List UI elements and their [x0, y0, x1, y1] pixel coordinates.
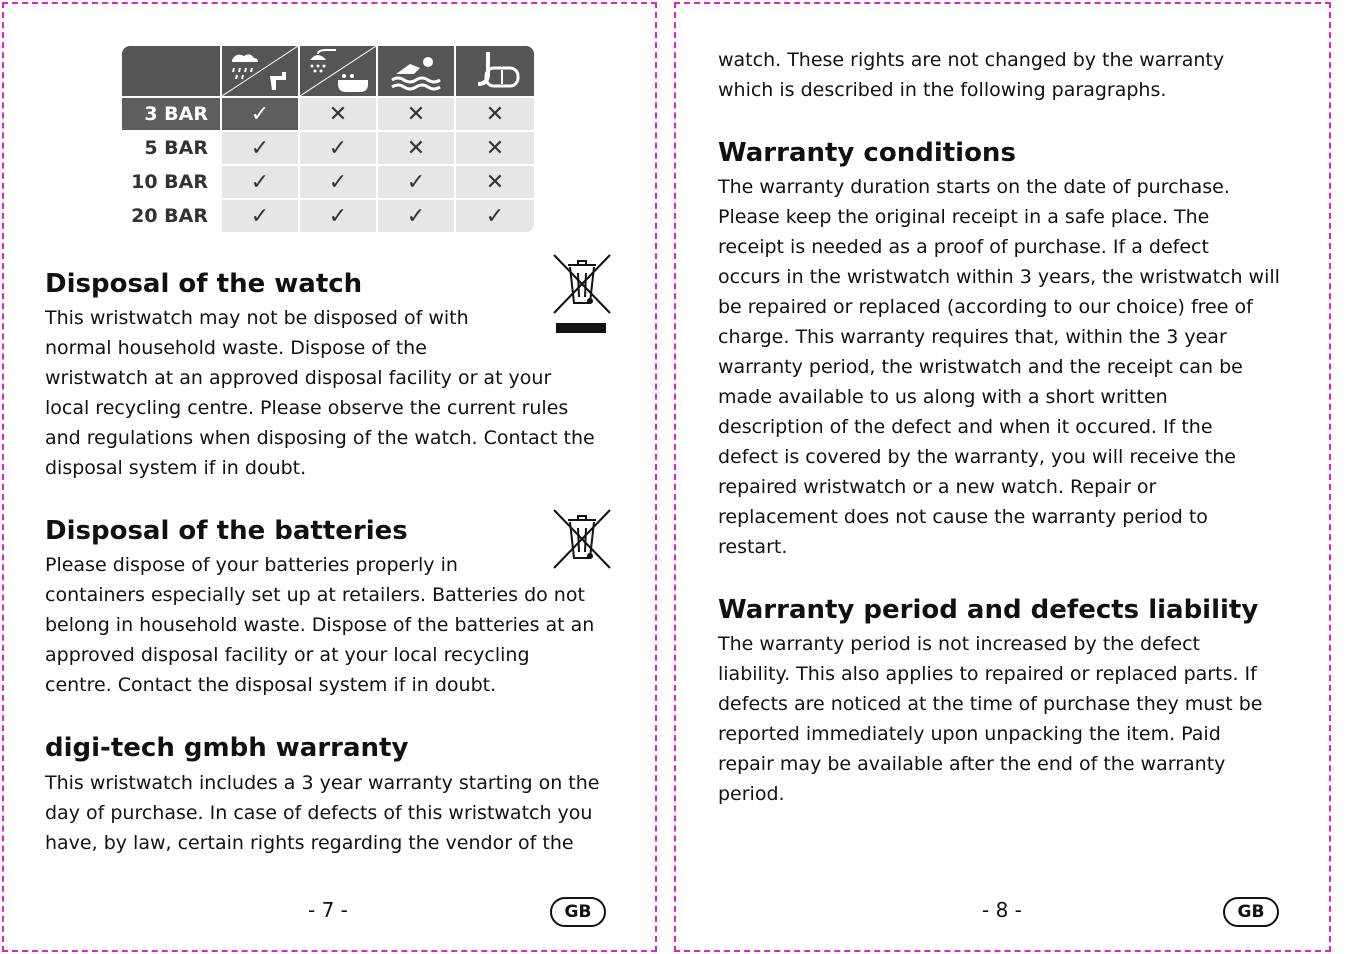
table-row-label: 10 BAR	[131, 171, 208, 193]
text-line: repaired wristwatch or a new watch. Repair or	[718, 476, 1157, 498]
text-line: warranty period, the wristwatch and the receipt can be	[718, 356, 1243, 378]
country-badge: GB	[1223, 897, 1279, 927]
check-icon: ✓	[378, 166, 454, 198]
table-corner-cell	[122, 46, 220, 96]
text-line: Please keep the original receipt in a safe place. The	[718, 206, 1210, 228]
check-icon: ✓	[456, 200, 534, 232]
text-line: and regulations when disposing of the watch. Contact the	[45, 427, 595, 449]
text-line: wristwatch at an approved disposal facility or at your	[45, 367, 552, 389]
heading-warranty-period: Warranty period and defects liability	[718, 595, 1259, 625]
rain-wash-icon	[222, 46, 298, 96]
text-line: made available to us along with a short written	[718, 386, 1168, 408]
text-line: replacement does not cause the warranty period to	[718, 506, 1208, 528]
check-icon: ✓	[378, 200, 454, 232]
cross-icon: ✕	[378, 132, 454, 164]
table-row-label: 20 BAR	[131, 205, 208, 227]
check-icon: ✓	[300, 166, 376, 198]
warranty-continued-text	[718, 45, 1224, 105]
cross-icon: ✕	[300, 98, 376, 130]
text-line: charge. This warranty requires that, within the 3 year	[718, 326, 1227, 348]
digitech-warranty-text	[45, 768, 599, 858]
warranty-conditions-text	[718, 172, 1280, 562]
text-line: watch. These rights are not changed by the warranty	[718, 49, 1225, 71]
shower-bath-icon	[300, 46, 376, 96]
country-badge: GB	[550, 897, 606, 927]
text-line: The warranty duration starts on the date of purchase.	[718, 176, 1230, 198]
text-line: centre. Contact the disposal system if in doubt.	[45, 674, 497, 696]
text-line: The warranty period is not increased by the defect	[718, 633, 1200, 655]
heading-digitech-warranty: digi-tech gmbh warranty	[45, 733, 409, 763]
text-line: restart.	[718, 536, 788, 558]
text-line: belong in household waste. Dispose of the batteries at an	[45, 614, 595, 636]
check-icon: ✓	[222, 98, 298, 130]
cross-icon: ✕	[456, 132, 534, 164]
check-icon: ✓	[300, 200, 376, 232]
heading-warranty-conditions: Warranty conditions	[718, 138, 1016, 168]
text-line: liability. This also applies to repaired or replaced parts. If	[718, 663, 1257, 685]
text-line: Please dispose of your batteries properly in	[45, 554, 458, 576]
disposal-watch-text	[45, 303, 595, 483]
check-icon: ✓	[222, 200, 298, 232]
text-line: receipt is needed as a proof of purchase. If a defect	[718, 236, 1209, 258]
text-line: have, by law, certain rights regarding the vendor of the	[45, 832, 574, 854]
text-line: This wristwatch may not be disposed of with	[45, 307, 469, 329]
text-line: normal household waste. Dispose of the	[45, 337, 427, 359]
warranty-period-text	[718, 629, 1262, 809]
text-line: defect is covered by the warranty, you will receive the	[718, 446, 1236, 468]
text-line: repair may be available after the end of the warranty	[718, 753, 1226, 775]
check-icon: ✓	[222, 132, 298, 164]
text-line: period.	[718, 783, 785, 805]
text-line: approved disposal facility or at your local recycling	[45, 644, 530, 666]
text-line: containers especially set up at retailers. Batteries do not	[45, 584, 585, 606]
text-line: be repaired or replaced (according to our choice) free of	[718, 296, 1253, 318]
heading-disposal-batteries: Disposal of the batteries	[45, 516, 408, 546]
page-number: - 7 -	[308, 898, 348, 922]
text-line: day of purchase. In case of defects of this wristwatch you	[45, 802, 593, 824]
water-resistance-table	[122, 46, 534, 234]
heading-disposal-watch: Disposal of the watch	[45, 269, 363, 299]
text-line: disposal system if in doubt.	[45, 457, 307, 479]
cross-icon: ✕	[456, 98, 534, 130]
text-line: defects are noticed at the time of purchase they must be	[718, 693, 1263, 715]
check-icon: ✓	[222, 166, 298, 198]
swimming-icon	[378, 46, 454, 96]
cross-icon: ✕	[456, 166, 534, 198]
cross-icon: ✕	[378, 98, 454, 130]
check-icon: ✓	[300, 132, 376, 164]
table-row-label: 5 BAR	[144, 137, 208, 159]
text-line: which is described in the following paragraphs.	[718, 79, 1167, 101]
text-line: reported immediately upon unpacking the item. Paid	[718, 723, 1221, 745]
snorkel-icon	[456, 46, 534, 96]
text-line: description of the defect and when it occured. If the	[718, 416, 1213, 438]
table-row-label: 3 BAR	[122, 98, 220, 130]
disposal-batteries-text	[45, 550, 594, 700]
text-line: local recycling centre. Please observe the current rules	[45, 397, 569, 419]
text-line: occurs in the wristwatch within 3 years, the wristwatch will	[718, 266, 1280, 288]
page-number: - 8 -	[982, 898, 1022, 922]
text-line: This wristwatch includes a 3 year warranty starting on the	[45, 772, 600, 794]
